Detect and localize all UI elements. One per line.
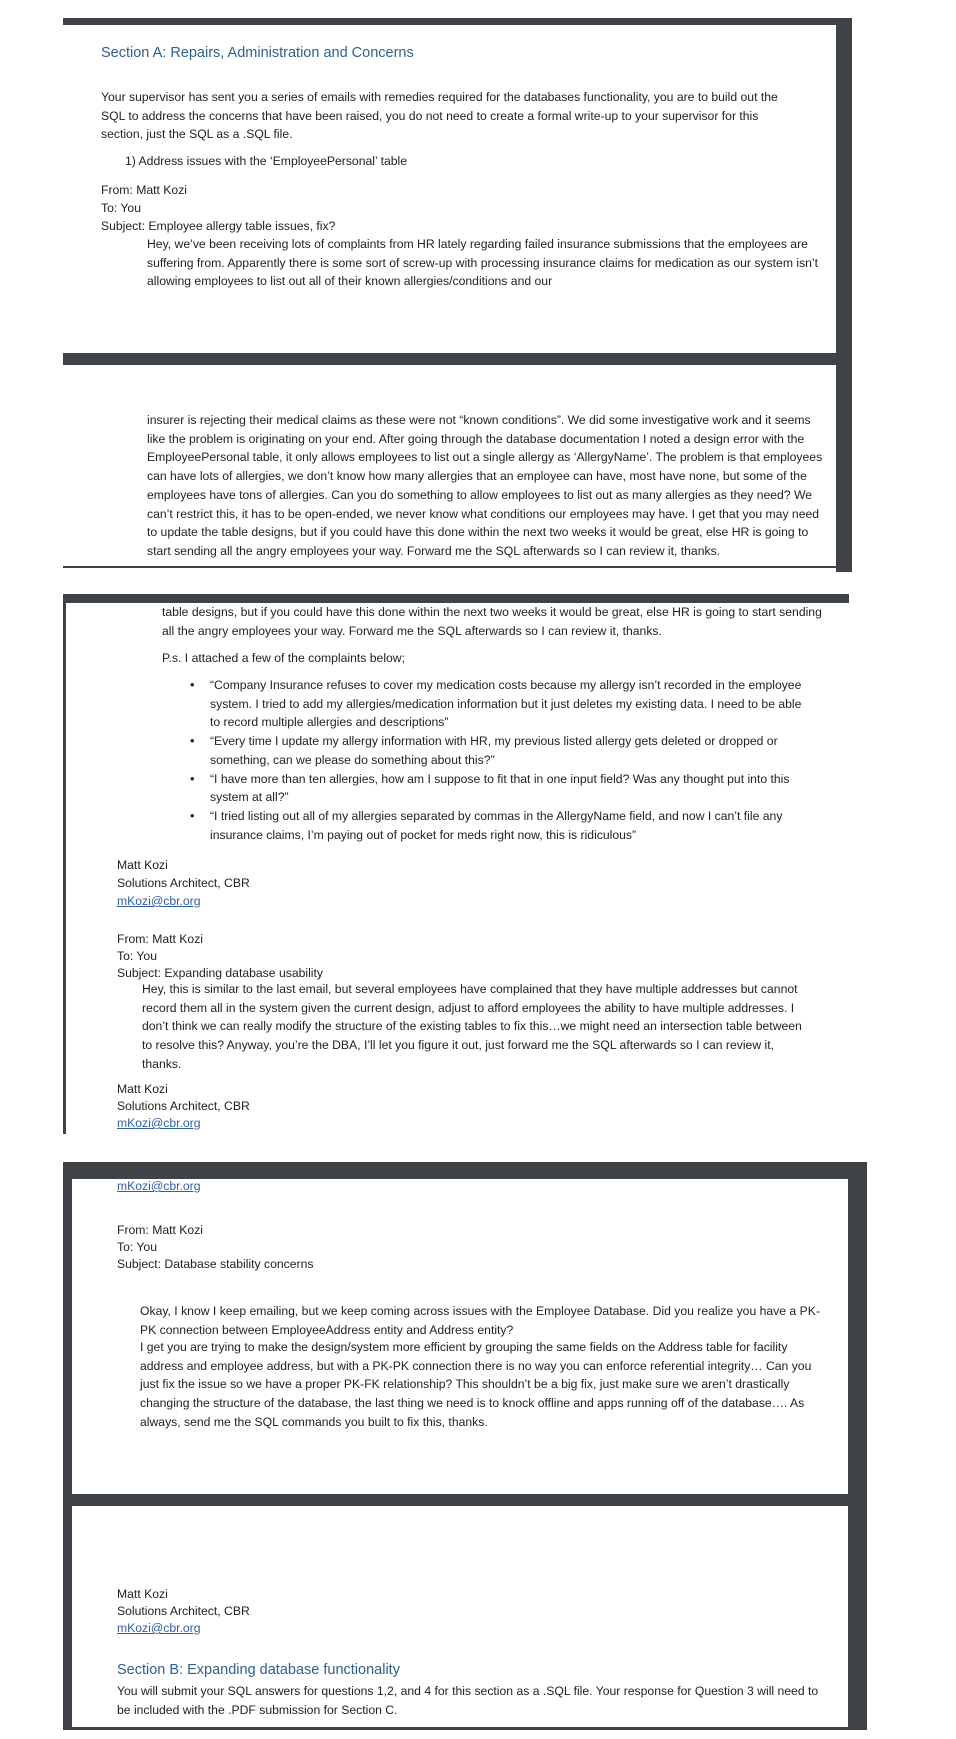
screenshot-1-bottom-edge [63, 566, 852, 568]
document-page-4 [72, 1179, 848, 1494]
page-top-border [63, 594, 849, 603]
page-separator [63, 353, 852, 365]
signature-email-link[interactable]: mKozi@cbr.org [117, 1179, 201, 1193]
page-separator [63, 1494, 867, 1506]
email3-subject: Subject: Database stability concerns [117, 1257, 314, 1271]
signature-email-link[interactable]: mKozi@cbr.org [117, 1621, 201, 1635]
signature-title: Solutions Architect, CBR [117, 1099, 250, 1113]
email1-subject: Subject: Employee allergy table issues, fix? [101, 219, 336, 233]
email2-subject: Subject: Expanding database usability [117, 966, 323, 980]
list-item: • “I have more than ten allergies, how am I suppose to fit that in one input field? Was any thought put into this system at all?” [186, 770, 808, 807]
item-1-text: 1) Address issues with the ‘EmployeePersonal’ table [125, 154, 408, 168]
page-left-edge [63, 1179, 72, 1727]
signature-title: Solutions Architect, CBR [117, 876, 250, 890]
document-page-5 [72, 1506, 848, 1727]
list-item: • “Every time I update my allergy information with HR, my previous listed allergy gets deleted or dropped or something, can we please do something about this?” [186, 732, 808, 769]
email3-body: Okay, I know I keep emailing, but we keep coming across issues with the Employee Database. Did you realize you have a PK-PK connection between EmployeeAddress entity and Address entity? [140, 1304, 820, 1337]
email1-body-mid: insurer is rejecting their medical claims as these were not “known conditions”. We did some investigative work and it seems like the problem is originating on your end. After going through the database documentation I noted a design error with the EmployeePersonal table, it only allows employees to list out a single allergy as ‘AllergyName’. The problem is that employees can have lots of allergies, we don’t know how many allergies that an employee can have, most have none, but some of the employees have tons of allergies. Can you do something to allow employees to list out as many allergies as they need? We can’t restrict this, it has to be open-ended, we never know what conditions our employees may have. I get that you may need to update the table designs, but if you could have this done within the next two weeks it would be great, else HR is going to start sending all the angry employees your way. Forward me the SQL afterwards so I can review it, thanks. [147, 413, 823, 558]
screenshot-3-bottom-edge [63, 1727, 867, 1730]
list-item: • “Company Insurance refuses to cover my medication costs because my allergy isn’t recorded in the employee system. I tried to add my allergies/medication information but it just deletes my existing data. I need to be able to record multiple allergies and descriptions” [186, 676, 808, 732]
signature-name: Matt Kozi [117, 1082, 168, 1096]
email3-body-2: I get you are trying to make the design/system more efficient by grouping the same fields on the Address table for facility address and employee address, but with a PK-PK connection there is no way you can enforce referential integrity… Can you just fix the issue so we have a proper PK-FK relationship? This shouldn’t be a big fix, just make sure we aren’t drastically changing the structure of the database, the last thing we need is to knock offline and apps running off of the database…. As always, send me the SQL commands you built to fix this, thanks. [140, 1340, 812, 1429]
document-page-3 [66, 603, 849, 1134]
email1-to: To: You [101, 201, 141, 215]
signature-name: Matt Kozi [117, 858, 168, 872]
list-item: • “I tried listing out all of my allergies separated by commas in the AllergyName field, and now I can’t file any insurance claims, I’m paying out of pocket for meds right now, this is ridiculous” [186, 807, 808, 844]
page-top-border [63, 18, 852, 25]
signature-title: Solutions Architect, CBR [117, 1604, 250, 1618]
email2-body: Hey, this is similar to the last email, but several employees have complained that they have multiple addresses but cannot record them all in the system given the current design, adjust to afford employees the ability to have multiple addresses. I don’t think we can really modify the structure of the existing tables to fix this…we might need an intersection table between to resolve this? Anyway, you’re the DBA, I’ll let you figure it out, just forward me the SQL afterwards so I can review it, thanks. [142, 982, 802, 1071]
section-a-intro: Your supervisor has sent you a series of emails with remedies required for the databases functionality, you are to build out the SQL to address the concerns that have been raised, you do not need to create a formal write-up to your supervisor for this section, just the SQL as a .SQL file. [101, 90, 778, 142]
signature-email-link[interactable]: mKozi@cbr.org [117, 894, 201, 908]
email1-body-top: Hey, we’ve been receiving lots of complaints from HR lately regarding failed insurance submissions that the employees are suffering from. Apparently there is some sort of screw-up with processing insurance claims for medication as our system isn’t allowing employees to list out all of their known allergies/conditions and our [147, 237, 819, 289]
page-right-shadow [836, 18, 852, 572]
email1-body-repeat: table designs, but if you could have this done within the next two weeks it would be great, else HR is going to start sending all the angry employees your way. Forward me the SQL afterwards so I can review it, thanks. [162, 605, 822, 638]
email3-to: To: You [117, 1240, 157, 1254]
email2-from: From: Matt Kozi [117, 932, 204, 946]
signature-email-link[interactable]: mKozi@cbr.org [117, 1116, 201, 1130]
page-top-border [63, 1162, 867, 1179]
section-b-text: You will submit your SQL answers for questions 1,2, and 4 for this section as a .SQL file. Your response for Question 3 will need to be included with the .PDF submission for Section C. [117, 1684, 819, 1717]
document-page-1 [63, 25, 836, 353]
email2-to: To: You [117, 949, 157, 963]
email1-from: From: Matt Kozi [101, 183, 188, 197]
page-right-edge [848, 1179, 867, 1727]
email1-ps: P.s. I attached a few of the complaints below; [162, 651, 405, 665]
section-b-heading: Section B: Expanding database functionality [117, 1662, 400, 1678]
signature-name: Matt Kozi [117, 1587, 168, 1601]
email3-from: From: Matt Kozi [117, 1223, 204, 1237]
section-a-heading: Section A: Repairs, Administration and Concerns [101, 45, 414, 61]
document-page-2 [63, 365, 836, 566]
complaints-list [186, 676, 808, 844]
